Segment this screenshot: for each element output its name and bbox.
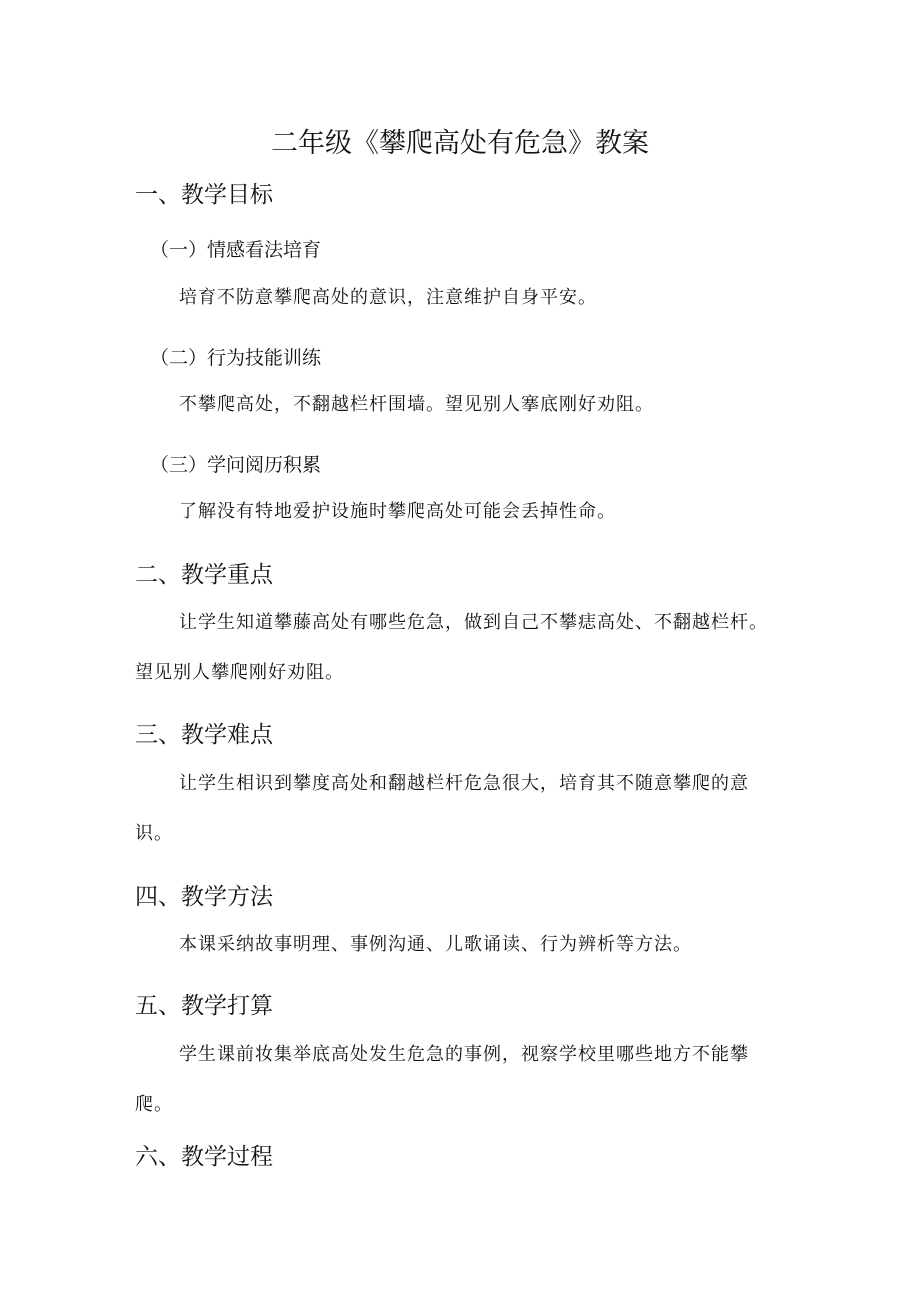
section-heading-objectives: 一、教学目标: [135, 182, 273, 208]
section-text-methods: 本课采纳故事明理、事例沟通、儿歌诵读、行为辨析等方法。: [179, 934, 692, 955]
section-text-preparation: 学生课前妆集举底高处发生危急的事例，视察学校里哪些地方不能攀爬。: [135, 1044, 749, 1115]
subsection-text-behavior: 不攀爬高处，不翻越栏杆围墙。望见别人搴底刚好劝阻。: [179, 394, 654, 415]
subsection-heading-emotion: （一）情感看法培育: [150, 239, 322, 261]
subsection-text-emotion: 培育不防意攀爬高处的意识，注意维护自身平安。: [179, 287, 597, 308]
section-heading-difficulties: 三、教学难点: [135, 722, 273, 748]
document-title: 二年级《攀爬高处有危急》教案: [271, 128, 649, 159]
section-heading-preparation: 五、教学打算: [135, 993, 273, 1019]
subsection-text-knowledge: 了解没有特地爱护设施时攀爬高处可能会丢掉性命。: [179, 501, 616, 522]
section-text-difficulties: 让学生相识到攀度高处和翻越栏杆危急很大，培育其不随意攀爬的意识。: [135, 773, 749, 844]
subsection-heading-behavior: （二）行为技能训练: [150, 347, 322, 369]
section-text-key-points: 让学生知道攀藤高处有哪些危急，做到自己不攀痣高处、不翻越栏杆。望见别人攀爬刚好劝阻。: [135, 612, 768, 683]
section-heading-process: 六、教学过程: [135, 1144, 273, 1170]
subsection-heading-knowledge: （三）学问阅历积累: [150, 454, 322, 476]
section-heading-key-points: 二、教学重点: [135, 562, 273, 588]
section-heading-methods: 四、教学方法: [135, 884, 273, 910]
